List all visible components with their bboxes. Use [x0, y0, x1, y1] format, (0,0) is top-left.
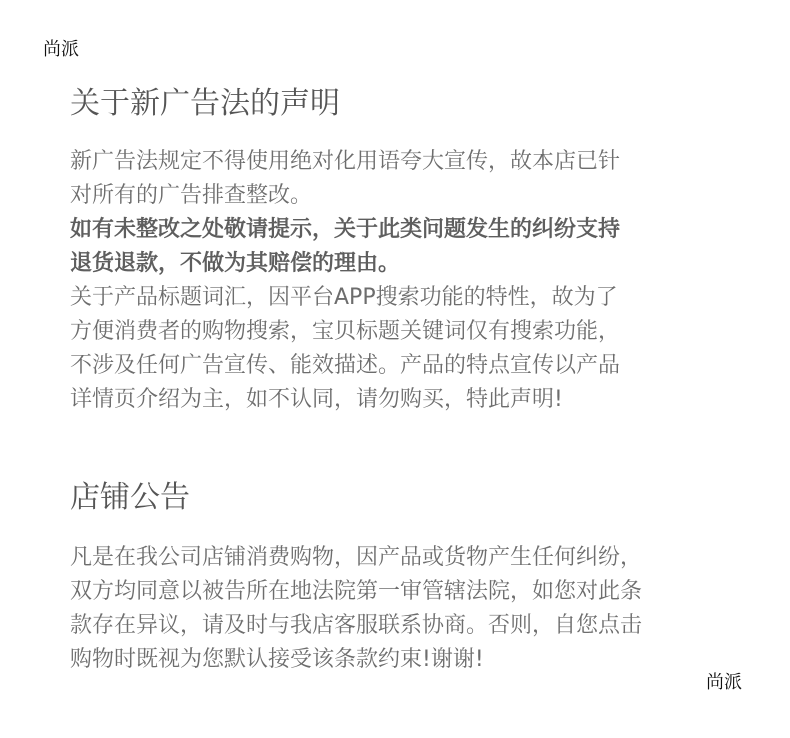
watermark-bottom: 尚派: [706, 672, 742, 693]
notice-line-emphasis: 如有未整改之处敬请提示，关于此类问题发生的纠纷支持: [70, 217, 621, 242]
notice-line: 关于产品标题词汇，因平台APP搜索功能的特性，故为了: [70, 285, 618, 310]
ad-law-notice-body: [70, 145, 750, 417]
announcement-line: 款存在异议，请及时与我店客服联系协商。否则，自您点击: [70, 613, 643, 638]
announcement-line: 双方均同意以被告所在地法院第一审管辖法院，如您对此条: [70, 579, 643, 604]
notice-line: 对所有的广告排查整改。: [70, 183, 313, 208]
notice-line: 不涉及任何广告宣传、能效描述。产品的特点宣传以产品: [70, 353, 621, 378]
announcement-line: 凡是在我公司店铺消费购物，因产品或货物产生任何纠纷，: [70, 545, 643, 570]
ad-law-notice-section: [70, 84, 750, 417]
announcement-line: 购物时既视为您默认接受该条款约束!谢谢!: [70, 647, 484, 672]
notice-line: 新广告法规定不得使用绝对化用语夸大宣传，故本店已针: [70, 149, 621, 174]
store-announcement-body: [70, 541, 750, 677]
store-announcement-title: 店铺公告: [70, 480, 190, 515]
ad-law-notice-title: 关于新广告法的声明: [70, 86, 340, 121]
notice-line: 方便消费者的购物搜索，宝贝标题关键词仅有搜索功能，: [70, 319, 621, 344]
watermark-top: 尚派: [43, 39, 79, 60]
notice-line-emphasis: 退货退款，不做为其赔偿的理由。: [70, 251, 401, 276]
store-announcement-section: [70, 478, 750, 677]
notice-line: 详情页介绍为主，如不认同，请勿购买，特此声明!: [70, 387, 563, 412]
